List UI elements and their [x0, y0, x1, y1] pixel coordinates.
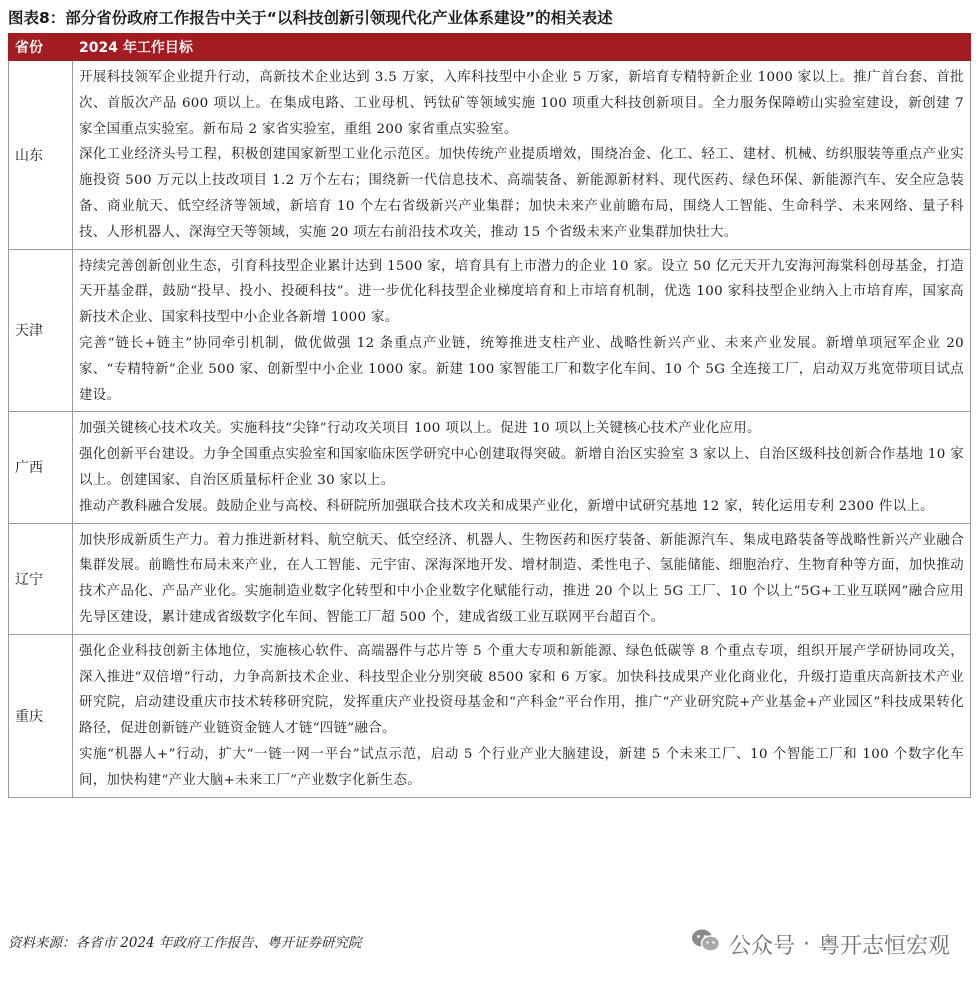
province-cell: 广西: [9, 412, 73, 523]
table-row-shandong: [9, 61, 971, 250]
goal-paragraph: 持续完善创新创业生态，引育科技型企业累计达到 1500 家，培育具有上市潜力的企业 10 家。设立 50 亿元天开九安海河海棠科创母基金，打造天开基金群，鼓励“投早、投小、投硬科技”。进一步优化科技型企业梯度培育和上市培育机制，优选 100 家科技型企业纳入上市培育库，国家高新技术企业、国家科技型中小企业各新增 1000 家。: [79, 258, 964, 326]
province-cell: 天津: [9, 249, 73, 412]
report-table: [8, 33, 971, 798]
goal-paragraph: 加快形成新质生产力。着力推进新材料、航空航天、低空经济、机器人、生物医药和医疗装备、新能源汽车、集成电路装备等战略性新兴产业融合集群发展。前瞻性布局未来产业，在人工智能、元宇宙、深海深地开发、增材制造、柔性电子、氢能储能、细胞治疗、生物育种等方面，加快推动技术产品化、产品产业化。实施制造业数字化转型和中小企业数字化赋能行动，推进 20 个以上 5G 工厂、10 个以上“5G+工业互联网”融合应用先导区建设，累计建成省级数字化车间、智能工厂超 500 个，建成省级工业互联网平台超百个。: [79, 532, 964, 625]
table-row-liaoning: [9, 523, 971, 634]
source-note: 资料来源：各省市 2024 年政府工作报告、粤开证券研究院: [8, 935, 362, 951]
goal-paragraph: 完善“链长+链主”协同牵引机制，做优做强 12 条重点产业链，统筹推进支柱产业、战略性新兴产业、未来产业发展。新增单项冠军企业 20 家、“专精特新”企业 500 家、创新型中小企业 1000 家。新建 100 家智能工厂和数字化车间、10 个 5G 全连接工厂，启动双万兆宽带项目试点建设。: [79, 335, 964, 403]
goal-paragraph: 推动产教科融合发展。鼓励企业与高校、科研院所加强联合技术攻关和成果产业化，新增中试研究基地 12 家，转化运用专利 2300 件以上。: [79, 498, 934, 514]
goal-cell: [73, 412, 971, 523]
province-cell: 重庆: [9, 634, 73, 797]
goal-cell: [73, 523, 971, 634]
watermark: [691, 928, 950, 960]
header-goal: 2024 年工作目标: [73, 34, 971, 61]
province-cell: 辽宁: [9, 523, 73, 634]
table-row-guangxi: [9, 412, 971, 523]
table-header-row: [9, 34, 971, 61]
watermark-account: 粤开志恒宏观: [817, 933, 950, 959]
goal-paragraph: 加强关键核心技术攻关。实施科技“尖锋”行动攻关项目 100 项以上。促进 10 项以上关键核心技术产业化应用。: [79, 421, 761, 437]
province-cell: 山东: [9, 61, 73, 250]
header-province: 省份: [9, 34, 73, 61]
goal-paragraph: 开展科技领军企业提升行动，高新技术企业达到 3.5 万家，入库科技型中小企业 5 万家，新培育专精特新企业 1000 家以上。推广首台套、首批次、首版次产品 600 项以上。在集成电路、工业母机、钙钛矿等领域实施 100 项重大科技创新项目。全力服务保障崂山实验室建设，新创建 7 家全国重点实验室。新布局 2 家省实验室，重组 200 家省重点实验室。: [79, 70, 964, 137]
goal-paragraph: 深化工业经济头号工程，积极创建国家新型工业化示范区。加快传统产业提质增效，围绕冶金、化工、轻工、建材、机械、纺织服装等重点产业实施投资 500 万元以上技改项目 1.2 万个左右；围绕新一代信息技术、高端装备、新能源新材料、现代医药、绿色环保、新能源汽车、安全应急装备、商业航天、低空经济等领域，新培育 10 个左右省级新兴产业集群；加快未来产业前瞻布局，围绕人工智能、生命科学、未来网络、量子科技、人形机器人、深海空天等领域，实施 20 项左右前沿技术攻关，推动 15 个省级未来产业集群加快壮大。: [79, 147, 964, 240]
goal-cell: [73, 634, 971, 797]
figure-title: 图表8：部分省份政府工作报告中关于“以科技创新引领现代化产业体系建设”的相关表述: [8, 9, 613, 27]
goal-paragraph: 强化创新平台建设。力争全国重点实验室和国家临床医学研究中心创建取得突破。新增自治区实验室 3 家以上、自治区级科技创新合作基地 10 家以上。创建国家、自治区质量标杆企业 30 家以上。: [79, 447, 964, 488]
watermark-separator: ·: [802, 931, 810, 957]
goal-cell: [73, 61, 971, 250]
table-row-chongqing: [9, 634, 971, 797]
goal-paragraph: 实施“机器人+”行动，扩大“一链一网一平台”试点示范，启动 5 个行业产业大脑建设，新建 5 个未来工厂、10 个智能工厂和 100 个数字化车间，加快构建“产业大脑+未来工厂”产业数字化新生态。: [79, 746, 964, 788]
watermark-label: 公众号: [728, 933, 795, 959]
wechat-icon: [691, 928, 729, 960]
goal-paragraph: 强化企业科技创新主体地位，实施核心软件、高端器件与芯片等 5 个重大专项和新能源、绿色低碳等 8 个重点专项，组织开展产学研协同攻关，深入推进“双倍增”行动，力争高新技术企业、科技型企业分别突破 8500 家和 6 万家。加快科技成果产业化商业化，升级打造重庆高新技术产业研究院，启动建设重庆市技术转移研究院，发挥重庆产业投资母基金和“产科金”平台作用，推广“产业研究院+产业基金+产业园区”科技成果转化路径，促进创新链产业链资金链人才链“四链”融合。: [79, 643, 964, 737]
table-row-tianjin: [9, 249, 971, 412]
goal-cell: [73, 249, 971, 412]
